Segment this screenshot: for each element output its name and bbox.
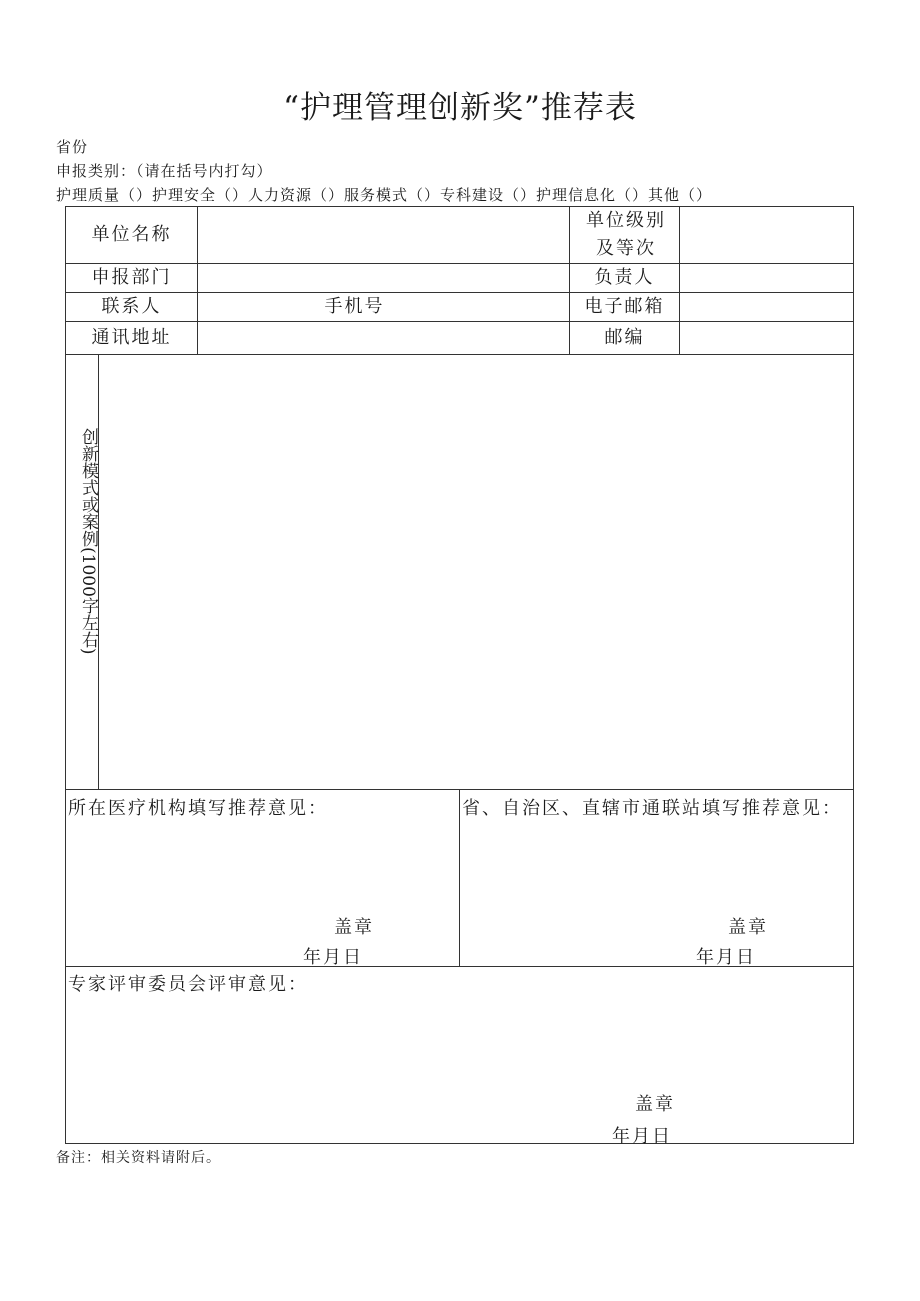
station-stamp: 盖章 bbox=[728, 917, 768, 938]
expert-stamp: 盖章 bbox=[635, 1094, 675, 1115]
department-label: 申报部门 bbox=[91, 267, 172, 288]
page-title: “护理管理创新奖”推荐表 bbox=[283, 90, 637, 126]
hospital-opinion-label: 所在医疗机构填写推荐意见： bbox=[68, 798, 328, 819]
email-label: 电子邮箱 bbox=[584, 296, 665, 317]
email-input[interactable] bbox=[680, 293, 853, 321]
postcode-input[interactable] bbox=[680, 322, 853, 354]
province-label: 省份 bbox=[56, 138, 89, 156]
unit-name-label: 单位名称 bbox=[91, 224, 172, 245]
case-label: 创新模式或案例(1000字左右) bbox=[78, 428, 98, 655]
hospital-date: 年月日 bbox=[303, 947, 363, 968]
category-label: 申报类别：（请在括号内打勾） bbox=[56, 162, 273, 180]
address-label: 通讯地址 bbox=[91, 327, 172, 348]
expert-date: 年月日 bbox=[612, 1126, 672, 1147]
case-textarea[interactable] bbox=[99, 355, 853, 789]
station-date: 年月日 bbox=[696, 947, 756, 968]
unit-level-label: 单位级别及等次 bbox=[586, 210, 666, 259]
person-in-charge-input[interactable] bbox=[680, 264, 853, 292]
mobile-label: 手机号 bbox=[324, 296, 385, 317]
station-opinion-label: 省、自治区、直辖市通联站填写推荐意见： bbox=[462, 798, 842, 819]
footnote: 备注：相关资料请附后。 bbox=[56, 1150, 221, 1166]
unit-level-input[interactable] bbox=[680, 207, 853, 263]
address-input[interactable] bbox=[198, 322, 569, 354]
expert-opinion-label: 专家评审委员会评审意见： bbox=[68, 974, 308, 995]
unit-name-input[interactable] bbox=[198, 207, 569, 263]
department-input[interactable] bbox=[198, 264, 569, 292]
category-options: 护理质量（）护理安全（）人力资源（）服务模式（）专科建设（）护理信息化（）其他（） bbox=[56, 186, 713, 204]
hospital-stamp: 盖章 bbox=[334, 917, 374, 938]
contact-label: 联系人 bbox=[101, 296, 162, 317]
person-in-charge-label: 负责人 bbox=[594, 267, 655, 288]
postcode-label: 邮编 bbox=[604, 327, 645, 348]
